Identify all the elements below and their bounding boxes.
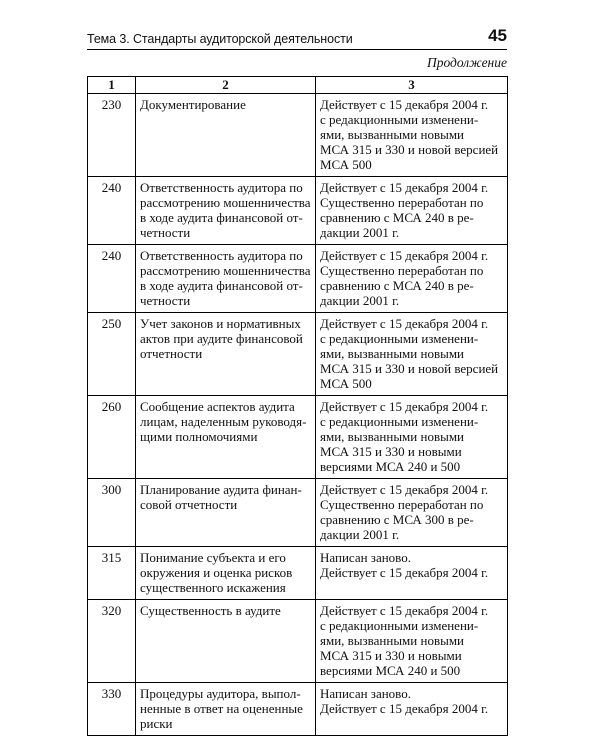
standard-status-line: с редакционными изменени- — [320, 331, 479, 346]
standard-name — [136, 479, 316, 547]
running-header — [87, 26, 507, 50]
table-row — [88, 479, 508, 547]
standard-name-line: рассмотрению мошенничества — [140, 195, 311, 210]
standard-name — [136, 547, 316, 600]
standard-status — [316, 479, 508, 547]
standard-name-line: рассмотрению мошенничества — [140, 263, 311, 278]
standard-status-line: версиями МСА 240 и 500 — [320, 663, 461, 678]
standard-name-line: Ответственность аудитора по — [140, 248, 303, 263]
standard-name-line: окружения и оценка рисков — [140, 565, 293, 580]
standard-code: 260 — [88, 396, 136, 479]
standard-name-line: четности — [140, 293, 191, 308]
standard-code: 250 — [88, 313, 136, 396]
table-row — [88, 547, 508, 600]
running-header-title: Тема 3. Стандарты аудиторской деятельности — [87, 32, 353, 46]
standard-code: 320 — [88, 600, 136, 683]
standard-name — [136, 683, 316, 736]
standard-status — [316, 245, 508, 313]
standard-status-line: ями, вызванными новыми — [320, 127, 465, 142]
standard-status-line: Действует с 15 декабря 2004 г. — [320, 603, 489, 618]
standard-status — [316, 547, 508, 600]
standard-status-line: Написан заново. — [320, 550, 411, 565]
table-row — [88, 396, 508, 479]
standard-code: 230 — [88, 94, 136, 177]
standard-name-line: Документирование — [140, 97, 246, 112]
standard-status-line: ями, вызванными новыми — [320, 633, 465, 648]
standard-status-line: сравнению с МСА 240 в ре- — [320, 210, 474, 225]
standard-name-line: лицам, наделенным руководя- — [140, 414, 307, 429]
standard-status-line: версиями МСА 240 и 500 — [320, 459, 461, 474]
table-header-row — [88, 77, 508, 94]
standard-status — [316, 396, 508, 479]
standard-status-line: Действует с 15 декабря 2004 г. — [320, 248, 489, 263]
standards-table — [87, 76, 508, 736]
standard-status — [316, 177, 508, 245]
column-header: 3 — [316, 77, 508, 94]
standard-code: 300 — [88, 479, 136, 547]
standard-name — [136, 396, 316, 479]
standard-status-line: МСА 315 и 330 и новыми — [320, 444, 462, 459]
standard-status-line: Написан заново. — [320, 686, 411, 701]
standard-status-line: МСА 500 — [320, 157, 372, 172]
standard-status-line: Существенно переработан по — [320, 195, 484, 210]
standard-name — [136, 313, 316, 396]
standard-name-line: Планирование аудита финан- — [140, 482, 302, 497]
standard-status-line: дакции 2001 г. — [320, 293, 400, 308]
standard-status — [316, 313, 508, 396]
standard-status-line: МСА 315 и 330 и новой версией — [320, 142, 499, 157]
standard-name-line: актов при аудите финансовой — [140, 331, 303, 346]
standard-name-line: риски — [140, 716, 173, 731]
standard-name-line: Процедуры аудитора, выпол- — [140, 686, 301, 701]
table-row — [88, 600, 508, 683]
standard-status-line: Существенно переработан по — [320, 497, 484, 512]
header-rule — [87, 49, 507, 50]
standard-code: 240 — [88, 177, 136, 245]
standard-status-line: Действует с 15 декабря 2004 г. — [320, 316, 489, 331]
table-row — [88, 245, 508, 313]
standard-name-line: Сообщение аспектов аудита — [140, 399, 295, 414]
standard-status-line: с редакционными изменени- — [320, 112, 479, 127]
standard-name — [136, 600, 316, 683]
standard-status — [316, 600, 508, 683]
standard-status — [316, 94, 508, 177]
standard-status-line: с редакционными изменени- — [320, 618, 479, 633]
standard-name — [136, 177, 316, 245]
standard-name-line: Учет законов и нормативных — [140, 316, 301, 331]
standard-name-line: в ходе аудита финансовой от- — [140, 210, 303, 225]
standard-code: 330 — [88, 683, 136, 736]
standard-name-line: совой отчетности — [140, 497, 238, 512]
standard-status-line: Действует с 15 декабря 2004 г. — [320, 97, 489, 112]
table-row — [88, 683, 508, 736]
standard-status-line: МСА 500 — [320, 376, 372, 391]
standard-status-line: Существенно переработан по — [320, 263, 484, 278]
standard-status-line: Действует с 15 декабря 2004 г. — [320, 701, 489, 716]
standard-name-line: четности — [140, 225, 191, 240]
standard-status-line: Действует с 15 декабря 2004 г. — [320, 399, 489, 414]
standard-name — [136, 94, 316, 177]
table-row — [88, 313, 508, 396]
standard-name-line: Ответственность аудитора по — [140, 180, 303, 195]
standard-status-line: ями, вызванными новыми — [320, 346, 465, 361]
table-row — [88, 94, 508, 177]
standard-status-line: с редакционными изменени- — [320, 414, 479, 429]
standard-name-line: в ходе аудита финансовой от- — [140, 278, 303, 293]
standard-status-line: сравнению с МСА 240 в ре- — [320, 278, 474, 293]
standard-status — [316, 683, 508, 736]
standard-status-line: МСА 315 и 330 и новыми — [320, 648, 462, 663]
standard-status-line: Действует с 15 декабря 2004 г. — [320, 565, 489, 580]
page-number: 45 — [488, 26, 507, 45]
table-row — [88, 177, 508, 245]
column-header: 2 — [136, 77, 316, 94]
standard-name-line: отчетности — [140, 346, 203, 361]
standard-name-line: ненные в ответ на оцененные — [140, 701, 303, 716]
standard-status-line: Действует с 15 декабря 2004 г. — [320, 482, 489, 497]
standard-name — [136, 245, 316, 313]
standard-status-line: дакции 2001 г. — [320, 225, 400, 240]
standard-code: 315 — [88, 547, 136, 600]
standard-status-line: сравнению с МСА 300 в ре- — [320, 512, 474, 527]
continuation-label: Продолжение — [426, 55, 507, 70]
standard-name-line: Понимание субъекта и его — [140, 550, 286, 565]
standard-status-line: дакции 2001 г. — [320, 527, 400, 542]
standard-status-line: ями, вызванными новыми — [320, 429, 465, 444]
standard-name-line: щими полномочиями — [140, 429, 258, 444]
column-header: 1 — [88, 77, 136, 94]
standard-status-line: Действует с 15 декабря 2004 г. — [320, 180, 489, 195]
standard-code: 240 — [88, 245, 136, 313]
standard-name-line: Существенность в аудите — [140, 603, 281, 618]
standard-name-line: существенного искажения — [140, 580, 286, 595]
standard-status-line: МСА 315 и 330 и новой версией — [320, 361, 499, 376]
